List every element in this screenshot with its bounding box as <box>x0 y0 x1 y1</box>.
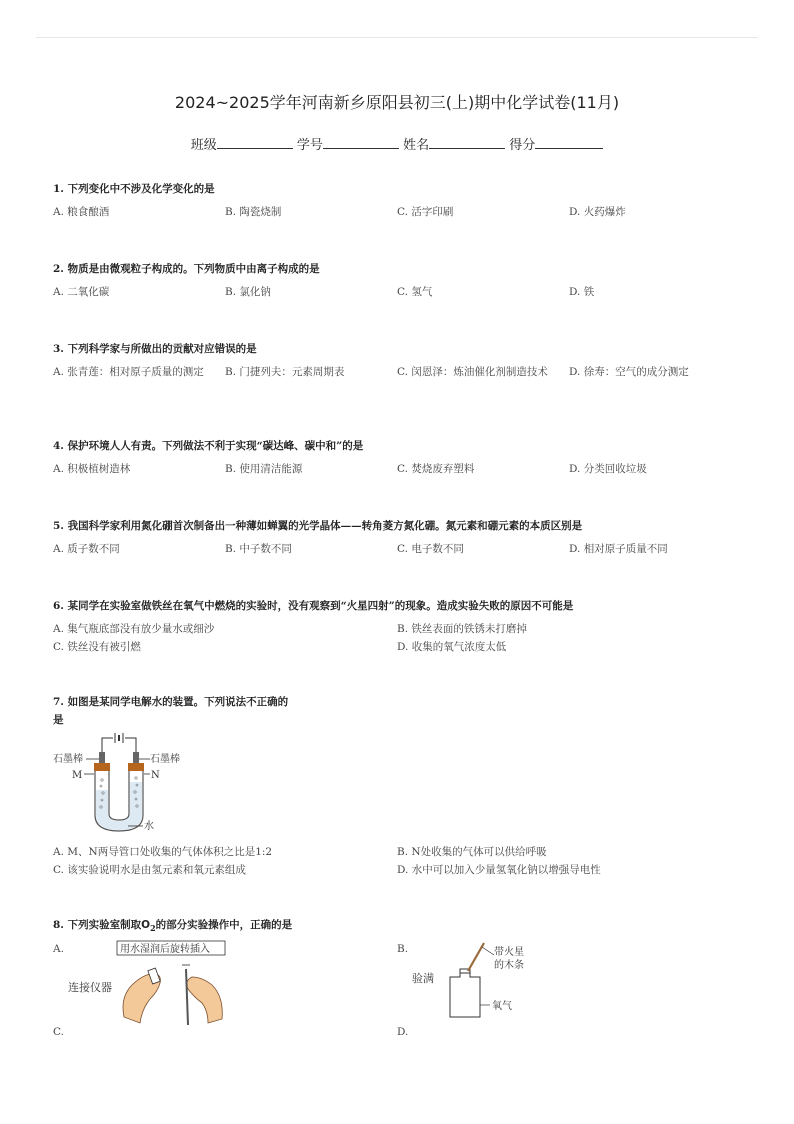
m-label: M <box>72 770 83 781</box>
q4-option-a[interactable]: A. 积极植树造林 <box>53 463 131 475</box>
name-blank[interactable] <box>429 136 505 149</box>
q4-option-d[interactable]: D. 分类回收垃圾 <box>569 463 647 475</box>
score-label: 得分 <box>509 138 536 153</box>
class-label: 班级 <box>190 138 217 153</box>
question-8-stem: 8. 下列实验室制取$O_2$的部分实验操作中，正确的是 <box>53 919 293 934</box>
name-label: 姓名 <box>403 138 430 153</box>
connect-label: 连接仪器 <box>68 981 112 994</box>
question-7-stem-line1: 7. 如图是某同学电解水的装置。下列说法不正确的 <box>53 696 289 708</box>
water-label: 水 <box>144 821 154 832</box>
question-4-stem: 4. 保护环境人人有责。下列做法不利于实现“碳达峰、碳中和”的是 <box>53 440 364 452</box>
q3-option-b[interactable]: B. 门捷列夫：元素周期表 <box>225 366 345 378</box>
student-id-blank[interactable] <box>323 136 399 149</box>
q2-option-a[interactable]: A. 二氧化碳 <box>53 286 110 298</box>
q7-option-d[interactable]: D. 水中可以加入少量氢氧化钠以增强导电性 <box>397 864 601 876</box>
page-title: 2024~2025学年河南新乡原阳县初三(上)期中化学试卷(11月) <box>174 93 620 112</box>
q1-option-a[interactable]: A. 粮食酿酒 <box>53 206 110 218</box>
question-3-stem: 3. 下列科学家与所做出的贡献对应错误的是 <box>53 343 257 355</box>
q7-option-c[interactable]: C. 该实验说明水是由氢元素和氧元素组成 <box>53 864 246 876</box>
splint-icon <box>468 943 484 971</box>
student-info-line <box>0 134 794 153</box>
q6-option-b[interactable]: B. 铁丝表面的铁锈未打磨掉 <box>397 623 527 635</box>
student-id-label: 学号 <box>296 138 323 153</box>
q2-option-c[interactable]: C. 氢气 <box>397 286 433 298</box>
q4-option-b[interactable]: B. 使用清洁能源 <box>225 463 303 475</box>
q5-option-a[interactable]: A. 质子数不同 <box>53 543 120 555</box>
q1-option-d[interactable]: D. 火药爆炸 <box>569 206 626 218</box>
q3-option-c[interactable]: C. 闵恩泽：炼油催化剂制造技术 <box>397 366 548 378</box>
q3-option-d[interactable]: D. 徐寿：空气的成分测定 <box>569 366 689 378</box>
q7-option-b[interactable]: B. N处收集的气体可以供给呼吸 <box>397 846 547 858</box>
connect-apparatus-figure <box>62 937 232 1029</box>
q2-option-b[interactable]: B. 氯化钠 <box>225 286 271 298</box>
q5-option-b[interactable]: B. 中子数不同 <box>225 543 292 555</box>
q8-option-b[interactable]: B. <box>397 943 409 955</box>
oxygen-label: 氧气 <box>492 1001 512 1012</box>
gas-test-label: 验满 <box>412 972 434 985</box>
n-label: N <box>151 770 160 781</box>
gas-test-figure <box>408 937 548 1022</box>
splint-label: 带火星 <box>494 947 524 958</box>
q1-option-b[interactable]: B. 陶瓷烧制 <box>225 206 282 218</box>
class-blank[interactable] <box>217 136 293 149</box>
q4-option-c[interactable]: C. 焚烧废弃塑料 <box>397 463 475 475</box>
q8-option-d[interactable]: D. <box>397 1026 409 1038</box>
question-5-stem: 5. 我国科学家利用氮化硼首次制备出一种薄如蝉翼的光学晶体——转角菱方氮化硼。氮元素和硼元素的本质区别是 <box>53 520 583 532</box>
question-1-stem: 1. 下列变化中不涉及化学变化的是 <box>53 183 215 195</box>
q6-option-c[interactable]: C. 铁丝没有被引燃 <box>53 641 141 653</box>
electrolysis-apparatus-figure <box>50 730 190 840</box>
q6-option-a[interactable]: A. 集气瓶底部没有放少量水或细沙 <box>53 623 215 635</box>
q5-option-c[interactable]: C. 电子数不同 <box>397 543 464 555</box>
question-6-stem: 6. 某同学在实验室做铁丝在氧气中燃烧的实验时，没有观察到“火星四射”的现象。造成实验失败的原因不可能是 <box>53 600 574 612</box>
connect-banner: 用水湿润后旋转插入 <box>120 944 210 955</box>
q8-option-c[interactable]: C. <box>53 1026 64 1038</box>
right-hand-icon <box>187 977 223 1023</box>
left-rod-label: 石墨棒 <box>53 754 83 765</box>
question-7-stem-line2: 是 <box>53 714 64 726</box>
score-blank[interactable] <box>535 136 603 149</box>
right-rod-label: 石墨棒 <box>150 754 180 765</box>
q8-option-a[interactable]: A. <box>53 943 64 955</box>
q3-option-a[interactable]: A. 张青莲：相对原子质量的测定 <box>53 366 204 378</box>
q1-option-c[interactable]: C. 活字印刷 <box>397 206 454 218</box>
top-divider <box>36 37 758 38</box>
question-2-stem: 2. 物质是由微观粒子构成的。下列物质中由离子构成的是 <box>53 263 320 275</box>
q6-option-d[interactable]: D. 收集的氧气浓度太低 <box>397 641 507 653</box>
q7-option-a[interactable]: A. M、N两导管口处收集的气体体积之比是1:2 <box>53 846 273 858</box>
splint-label-2: 的木条 <box>494 960 524 971</box>
gas-bottle-icon <box>450 969 480 1017</box>
q5-option-d[interactable]: D. 相对原子质量不同 <box>569 543 668 555</box>
q2-option-d[interactable]: D. 铁 <box>569 286 595 298</box>
